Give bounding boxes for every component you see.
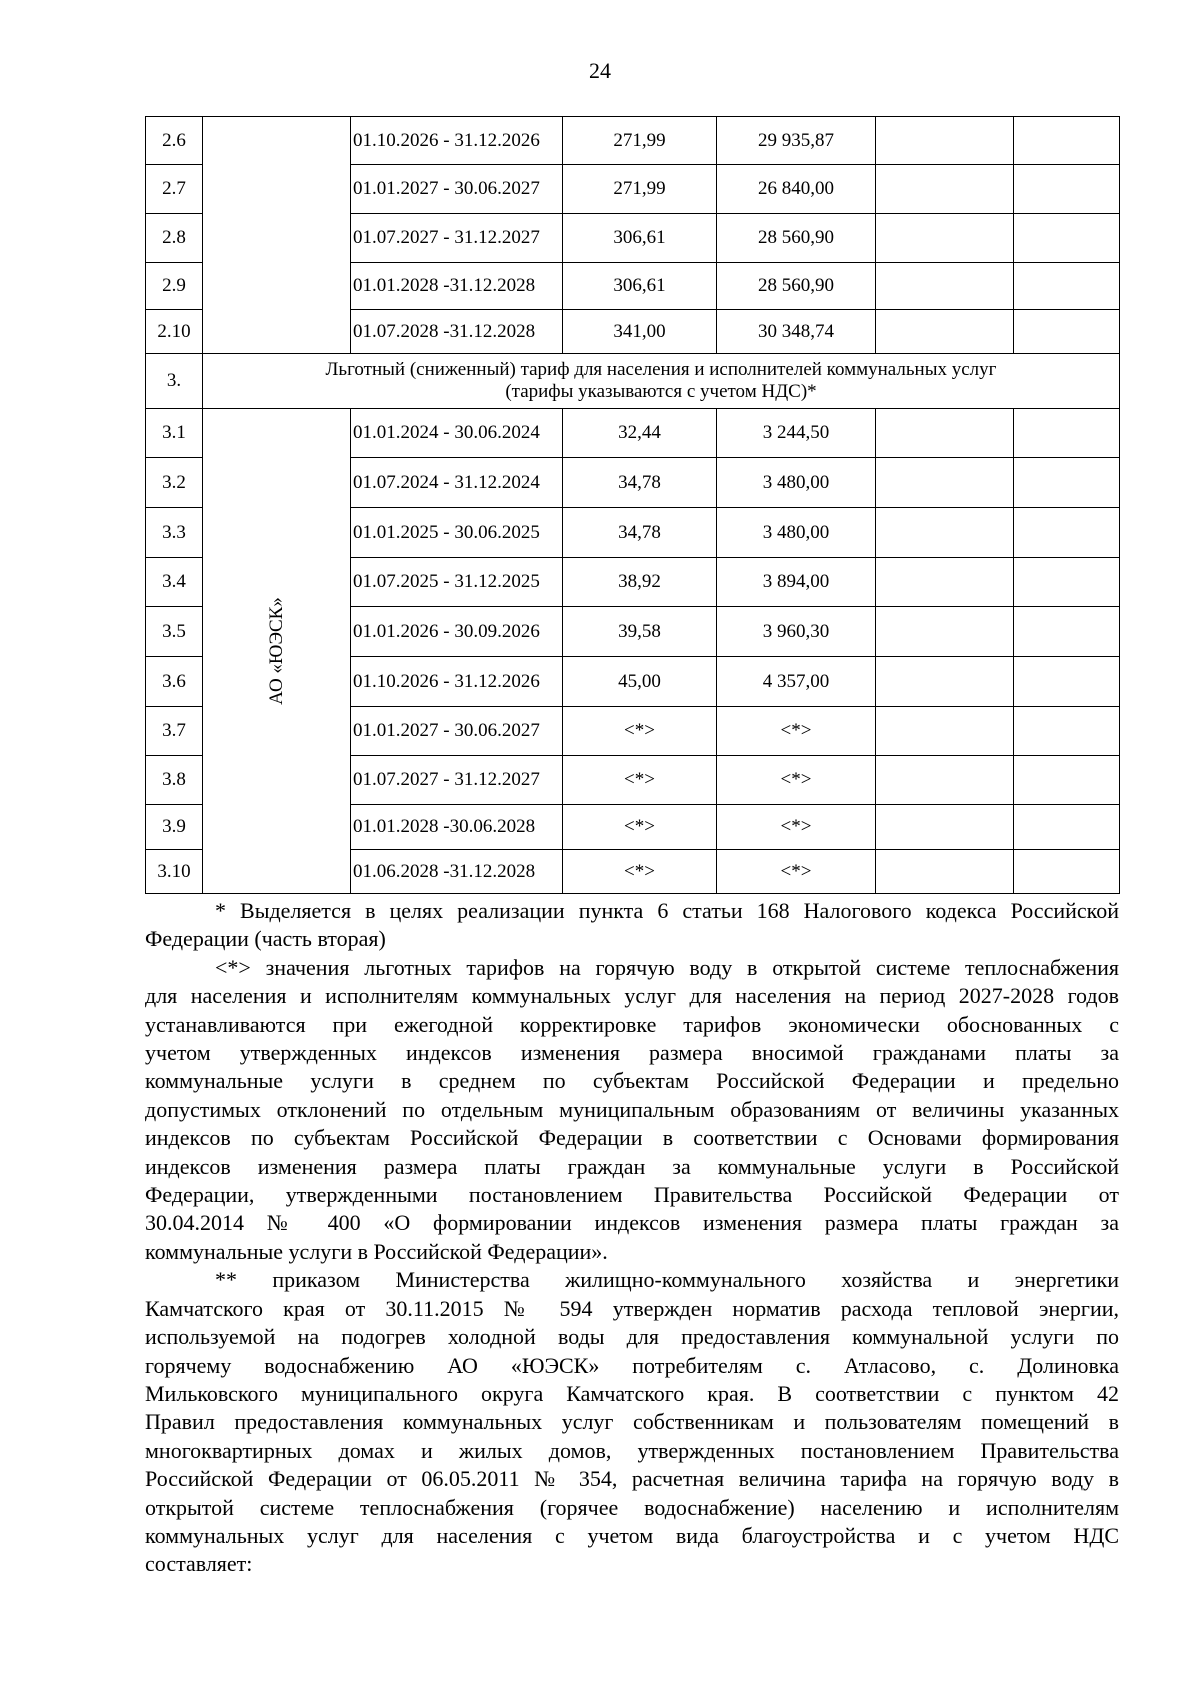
- tariff-value-cell: 45,00: [563, 657, 717, 707]
- period-cell: 01.01.2024 - 30.06.2024: [351, 409, 563, 458]
- period-cell: 01.07.2025 - 31.12.2025: [351, 558, 563, 607]
- period-cell: 01.01.2028 -30.06.2028: [351, 805, 563, 850]
- tariff-value-cell: <*>: [563, 805, 717, 850]
- footnote-line: горячему водоснабжению АО «ЮЭСК» потребителям с. Атласово, с. Долиновка: [145, 1352, 1119, 1378]
- row-number: 3.6: [146, 657, 203, 707]
- empty-cell: [876, 117, 1014, 165]
- tariff-value-cell: <*>: [563, 707, 717, 756]
- period-cell: 01.01.2025 - 30.06.2025: [351, 508, 563, 558]
- tariff-value-cell: 39,58: [563, 607, 717, 657]
- empty-cell: [1014, 310, 1120, 354]
- tariff-value-cell: 3 244,50: [717, 409, 876, 458]
- row-number: 2.10: [146, 310, 203, 354]
- empty-cell: [1014, 657, 1120, 707]
- footnote-line: индексов изменения размера платы граждан за коммунальные услуги в Российской: [145, 1153, 1119, 1179]
- tariff-value-cell: <*>: [563, 850, 717, 894]
- empty-cell: [1014, 850, 1120, 894]
- section-header-row: [146, 354, 1120, 409]
- period-cell: 01.01.2027 - 30.06.2027: [351, 165, 563, 214]
- empty-cell: [876, 263, 1014, 310]
- empty-cell: [1014, 756, 1120, 805]
- footnote-line: используемой на подогрев холодной воды для предоставления коммунальной услуги по: [145, 1324, 1119, 1350]
- empty-cell: [1014, 409, 1120, 458]
- empty-cell: [1014, 214, 1120, 263]
- table-row: [146, 117, 1120, 165]
- empty-cell: [1014, 558, 1120, 607]
- period-cell: 01.07.2027 - 31.12.2027: [351, 756, 563, 805]
- footnote-line: открытой системе теплоснабжения (горячее водоснабжение) населению и исполнителям: [145, 1494, 1119, 1520]
- empty-cell: [1014, 458, 1120, 508]
- footnote-line: коммунальных услуг для населения с учетом вида благоустройства и с учетом НДС: [145, 1522, 1119, 1548]
- section-title-line: (тарифы указываются с учетом НДС)*: [505, 381, 817, 402]
- period-cell: 01.07.2028 -31.12.2028: [351, 310, 563, 354]
- tariff-value-cell: <*>: [717, 756, 876, 805]
- row-number: 3.9: [146, 805, 203, 850]
- empty-cell: [1014, 607, 1120, 657]
- tariff-value-cell: <*>: [717, 707, 876, 756]
- section-number: 3.: [146, 354, 203, 409]
- tariff-value-cell: 30 348,74: [717, 310, 876, 354]
- tariff-value-cell: <*>: [717, 850, 876, 894]
- row-number: 3.1: [146, 409, 203, 458]
- period-cell: 01.01.2026 - 30.09.2026: [351, 607, 563, 657]
- tariff-value-cell: 28 560,90: [717, 214, 876, 263]
- footnote-line: допустимых отклонений по отдельным муниципальным образованиям от величины указанных: [145, 1096, 1119, 1122]
- row-number: 3.10: [146, 850, 203, 894]
- footnote-line: учетом утвержденных индексов изменения размера вносимой гражданами платы за: [145, 1040, 1119, 1066]
- footnote-line: многоквартирных домах и жилых домов, утвержденных постановлением Правительства: [145, 1437, 1119, 1463]
- tariff-value-cell: 34,78: [563, 458, 717, 508]
- row-number: 3.5: [146, 607, 203, 657]
- page-number: 24: [589, 58, 611, 83]
- org-cell-empty: [203, 117, 351, 354]
- tariff-table: [145, 116, 1120, 894]
- empty-cell: [876, 756, 1014, 805]
- row-number: 3.2: [146, 458, 203, 508]
- footnote-line: 30.04.2014 № 400 «О формировании индексов изменения размера платы граждан за: [145, 1210, 1119, 1236]
- row-number: 2.9: [146, 263, 203, 310]
- tariff-value-cell: 306,61: [563, 214, 717, 263]
- period-cell: 01.10.2026 - 31.12.2026: [351, 117, 563, 165]
- footnote-line: Российской Федерации от 06.05.2011 № 354, расчетная величина тарифа на горячую воду в: [145, 1466, 1119, 1492]
- period-cell: 01.01.2028 -31.12.2028: [351, 263, 563, 310]
- tariff-value-cell: 3 480,00: [717, 458, 876, 508]
- empty-cell: [876, 657, 1014, 707]
- tariff-value-cell: 32,44: [563, 409, 717, 458]
- footnote-line: * Выделяется в целях реализации пункта 6 статьи 168 Налогового кодекса Российской: [215, 898, 1119, 923]
- tariff-value-cell: <*>: [717, 805, 876, 850]
- empty-cell: [876, 165, 1014, 214]
- tariff-value-cell: 28 560,90: [717, 263, 876, 310]
- empty-cell: [876, 558, 1014, 607]
- empty-cell: [876, 458, 1014, 508]
- footnote-line: Мильковского муниципального округа Камчатского края. В соответствии с пунктом 42: [145, 1380, 1119, 1406]
- footnote-line: Правил предоставления коммунальных услуг собственникам и пользователям помещений в: [145, 1409, 1119, 1435]
- period-cell: 01.10.2026 - 31.12.2026: [351, 657, 563, 707]
- org-name-cell: [203, 409, 351, 894]
- tariff-value-cell: 3 894,00: [717, 558, 876, 607]
- empty-cell: [876, 850, 1014, 894]
- footnote-line: Камчатского края от 30.11.2015 № 594 утвержден норматив расхода тепловой энергии,: [145, 1295, 1119, 1321]
- footnote-line: Федерации, утвержденными постановлением Правительства Российской Федерации от: [145, 1182, 1119, 1208]
- empty-cell: [1014, 263, 1120, 310]
- tariff-value-cell: 3 480,00: [717, 508, 876, 558]
- period-cell: 01.01.2027 - 30.06.2027: [351, 707, 563, 756]
- tariff-value-cell: 306,61: [563, 263, 717, 310]
- tariff-value-cell: 34,78: [563, 508, 717, 558]
- empty-cell: [876, 409, 1014, 458]
- tariff-value-cell: 341,00: [563, 310, 717, 354]
- footnote-line: коммунальные услуги в Российской Федерации».: [145, 1238, 608, 1264]
- empty-cell: [1014, 165, 1120, 214]
- tariff-value-cell: 271,99: [563, 117, 717, 165]
- footnote-line: коммунальные услуги в среднем по субъектам Российской Федерации и предельно: [145, 1068, 1119, 1094]
- empty-cell: [876, 214, 1014, 263]
- row-number: 3.4: [146, 558, 203, 607]
- empty-cell: [876, 310, 1014, 354]
- footnote-line: <*> значения льготных тарифов на горячую воду в открытой системе теплоснабжения: [215, 954, 1119, 980]
- row-number: 3.8: [146, 756, 203, 805]
- row-number: 2.6: [146, 117, 203, 165]
- empty-cell: [876, 607, 1014, 657]
- table-row: [146, 409, 1120, 458]
- tariff-value-cell: 4 357,00: [717, 657, 876, 707]
- section-title: [203, 354, 1120, 409]
- empty-cell: [1014, 117, 1120, 165]
- empty-cell: [876, 508, 1014, 558]
- tariff-value-cell: 3 960,30: [717, 607, 876, 657]
- empty-cell: [1014, 707, 1120, 756]
- footnote-line: устанавливаются при ежегодной корректировке тарифов экономически обоснованных с: [145, 1011, 1119, 1037]
- tariff-value-cell: 29 935,87: [717, 117, 876, 165]
- footnote-line: индексов по субъектам Российской Федерации в соответствии с Основами формирования: [145, 1125, 1119, 1151]
- footnotes: [145, 897, 1119, 1579]
- row-number: 3.7: [146, 707, 203, 756]
- footnote-line: составляет:: [145, 1551, 253, 1577]
- footnote-line: ** приказом Министерства жилищно-коммунального хозяйства и энергетики: [215, 1267, 1119, 1293]
- footnote-line: Федерации (часть вторая): [145, 926, 386, 952]
- row-number: 3.3: [146, 508, 203, 558]
- period-cell: 01.07.2024 - 31.12.2024: [351, 458, 563, 508]
- org-name: АО «ЮЭСК»: [265, 597, 287, 705]
- empty-cell: [876, 707, 1014, 756]
- tariff-value-cell: 271,99: [563, 165, 717, 214]
- empty-cell: [1014, 805, 1120, 850]
- row-number: 2.7: [146, 165, 203, 214]
- tariff-value-cell: <*>: [563, 756, 717, 805]
- section-title-line: Льготный (сниженный) тариф для населения и исполнителей коммунальных услуг: [325, 359, 997, 380]
- footnote-line: для населения и исполнителям коммунальных услуг для населения на период 2027-2028 годов: [145, 983, 1119, 1009]
- period-cell: 01.06.2028 -31.12.2028: [351, 850, 563, 894]
- empty-cell: [1014, 508, 1120, 558]
- empty-cell: [876, 805, 1014, 850]
- tariff-value-cell: 26 840,00: [717, 165, 876, 214]
- row-number: 2.8: [146, 214, 203, 263]
- period-cell: 01.07.2027 - 31.12.2027: [351, 214, 563, 263]
- tariff-value-cell: 38,92: [563, 558, 717, 607]
